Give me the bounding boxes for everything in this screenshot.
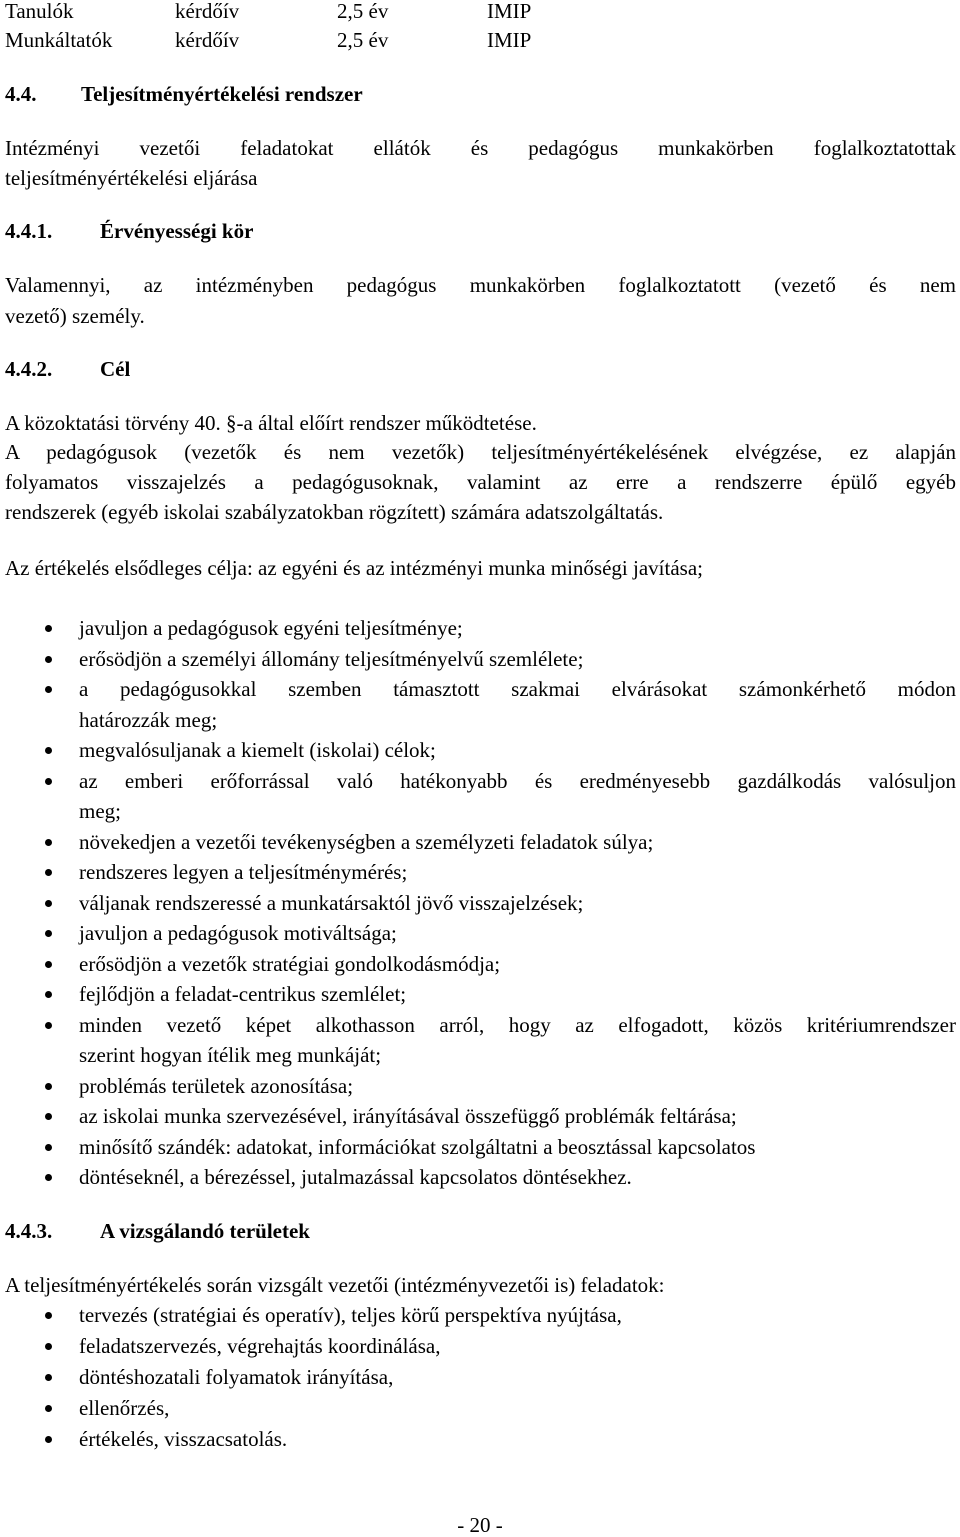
list-item: javuljon a pedagógusok egyéni teljesítménye; [0,613,956,644]
scope-line: Valamennyi, az intézményben pedagógus munkakörben foglalkoztatott (vezető és nem [5,273,956,297]
list-item: problémás területek azonosítása; [0,1071,956,1102]
bullet-icon [45,625,52,632]
list-item: ellenőrzés, [0,1393,956,1424]
aim-text: Az értékelés elsődleges célja: az egyéni és az intézményi munka minőségi javítása; [5,556,703,580]
page-number: - 20 - [457,1513,503,1537]
law-text: A közoktatási törvény 40. §-a által előírt rendszer működtetése. [5,411,537,435]
bullet-icon [45,686,52,693]
section-heading [5,79,956,109]
list-item: növekedjen a vezetői tevékenységben a személyzeti feladatok súlya; [0,827,956,858]
section-number: 4.4.3. [5,1219,53,1243]
table-cell-period: 2,5 év [337,28,389,52]
scope-line: vezető) személy. [5,304,145,328]
table-cell-period: 2,5 év [337,0,389,23]
list-item: döntéseknél, a bérezéssel, jutalmazással kapcsolatos döntésekhez. [0,1162,956,1193]
list-item: feladatszervezés, végrehajtás koordinálása, [0,1331,956,1362]
table-row [5,25,956,55]
table-cell-tool: kérdőív [175,28,240,52]
list-item: az iskolai munka szervezésével, irányításával összefüggő problémák feltárása; [0,1101,956,1132]
section-heading [5,1216,956,1246]
bullet-icon [45,778,52,785]
bullet-icon [45,900,52,907]
bullet-icon [45,747,52,754]
list-item: erősödjön a személyi állomány teljesítményelvű szemlélete; [0,644,956,675]
bullet-icon [45,1083,52,1090]
goal-line: rendszerek (egyéb iskolai szabályzatokban rögzített) számára adatszolgáltatás. [5,500,664,524]
bullet-icon [45,656,52,663]
bullet-icon [45,1374,52,1381]
section-title: Cél [100,357,131,381]
goal-line: folyamatos visszajelzés a pedagógusoknak, valamint az erre a rendszerre épülő egyéb [5,470,956,494]
list-item: megvalósuljanak a kiemelt (iskolai) célok; [0,735,956,766]
table-cell-org: IMIP [487,0,532,23]
section-heading [5,216,956,246]
bullet-icon [45,1022,52,1029]
table-cell-tool: kérdőív [175,0,240,23]
section-title: Érvényességi kör [100,219,254,243]
bullet-icon [45,1113,52,1120]
table-row [5,0,956,26]
areas-intro-text: A teljesítményértékelés során vizsgált vezetői (intézményvezetői is) feladatok: [5,1273,665,1297]
list-item: értékelés, visszacsatolás. [0,1424,956,1455]
list-item: rendszeres legyen a teljesítménymérés; [0,857,956,888]
section-number: 4.4.2. [5,357,53,381]
bullet-icon [45,1144,52,1151]
area-bullet-list [0,1300,956,1455]
list-item: tervezés (stratégiai és operatív), teljes körű perspektíva nyújtása, [0,1300,956,1331]
section-heading [5,354,956,384]
bullet-icon [45,1312,52,1319]
table-cell-org: IMIP [487,28,532,52]
list-item: a pedagógusokkal szemben támasztott szakmai elvárásokat számonkérhető módon határozzák meg; [0,674,956,735]
bullet-icon [45,1436,52,1443]
bullet-icon [45,1405,52,1412]
aim-bullet-list [0,613,956,1193]
section-title: Teljesítményértékelési rendszer [81,82,363,106]
bullet-icon [45,991,52,998]
bullet-icon [45,869,52,876]
list-item: váljanak rendszeressé a munkatársaktól jövő visszajelzések; [0,888,956,919]
section-number: 4.4. [5,82,37,106]
list-item: minősítő szándék: adatokat, információkat szolgáltatni a beosztással kapcsolatos [0,1132,956,1163]
list-item: minden vezető képet alkothasson arról, hogy az elfogadott, közös kritériumrendszer szerint hogyan ítélik meg munkáját; [0,1010,956,1071]
bullet-icon [45,1174,52,1181]
list-item: fejlődjön a feladat-centrikus szemlélet; [0,979,956,1010]
list-item: erősödjön a vezetők stratégiai gondolkodásmódja; [0,949,956,980]
bullet-icon [45,961,52,968]
bullet-icon [45,1343,52,1350]
bullet-icon [45,930,52,937]
list-item: döntéshozatali folyamatok irányítása, [0,1362,956,1393]
intro-line: teljesítményértékelési eljárása [5,166,258,190]
section-title: A vizsgálandó területek [100,1219,310,1243]
intro-line: Intézményi vezetői feladatokat ellátók és pedagógus munkakörben foglalkoztatottak [5,136,956,160]
section-number: 4.4.1. [5,219,53,243]
goal-line: A pedagógusok (vezetők és nem vezetők) teljesítményértékelésének elvégzése, ez alapján [5,440,956,464]
table-cell-who: Munkáltatók [5,28,113,52]
list-item: javuljon a pedagógusok motiváltsága; [0,918,956,949]
bullet-icon [45,839,52,846]
table-cell-who: Tanulók [5,0,74,23]
list-item: az emberi erőforrással való hatékonyabb és eredményesebb gazdálkodás valósuljon meg; [0,766,956,827]
